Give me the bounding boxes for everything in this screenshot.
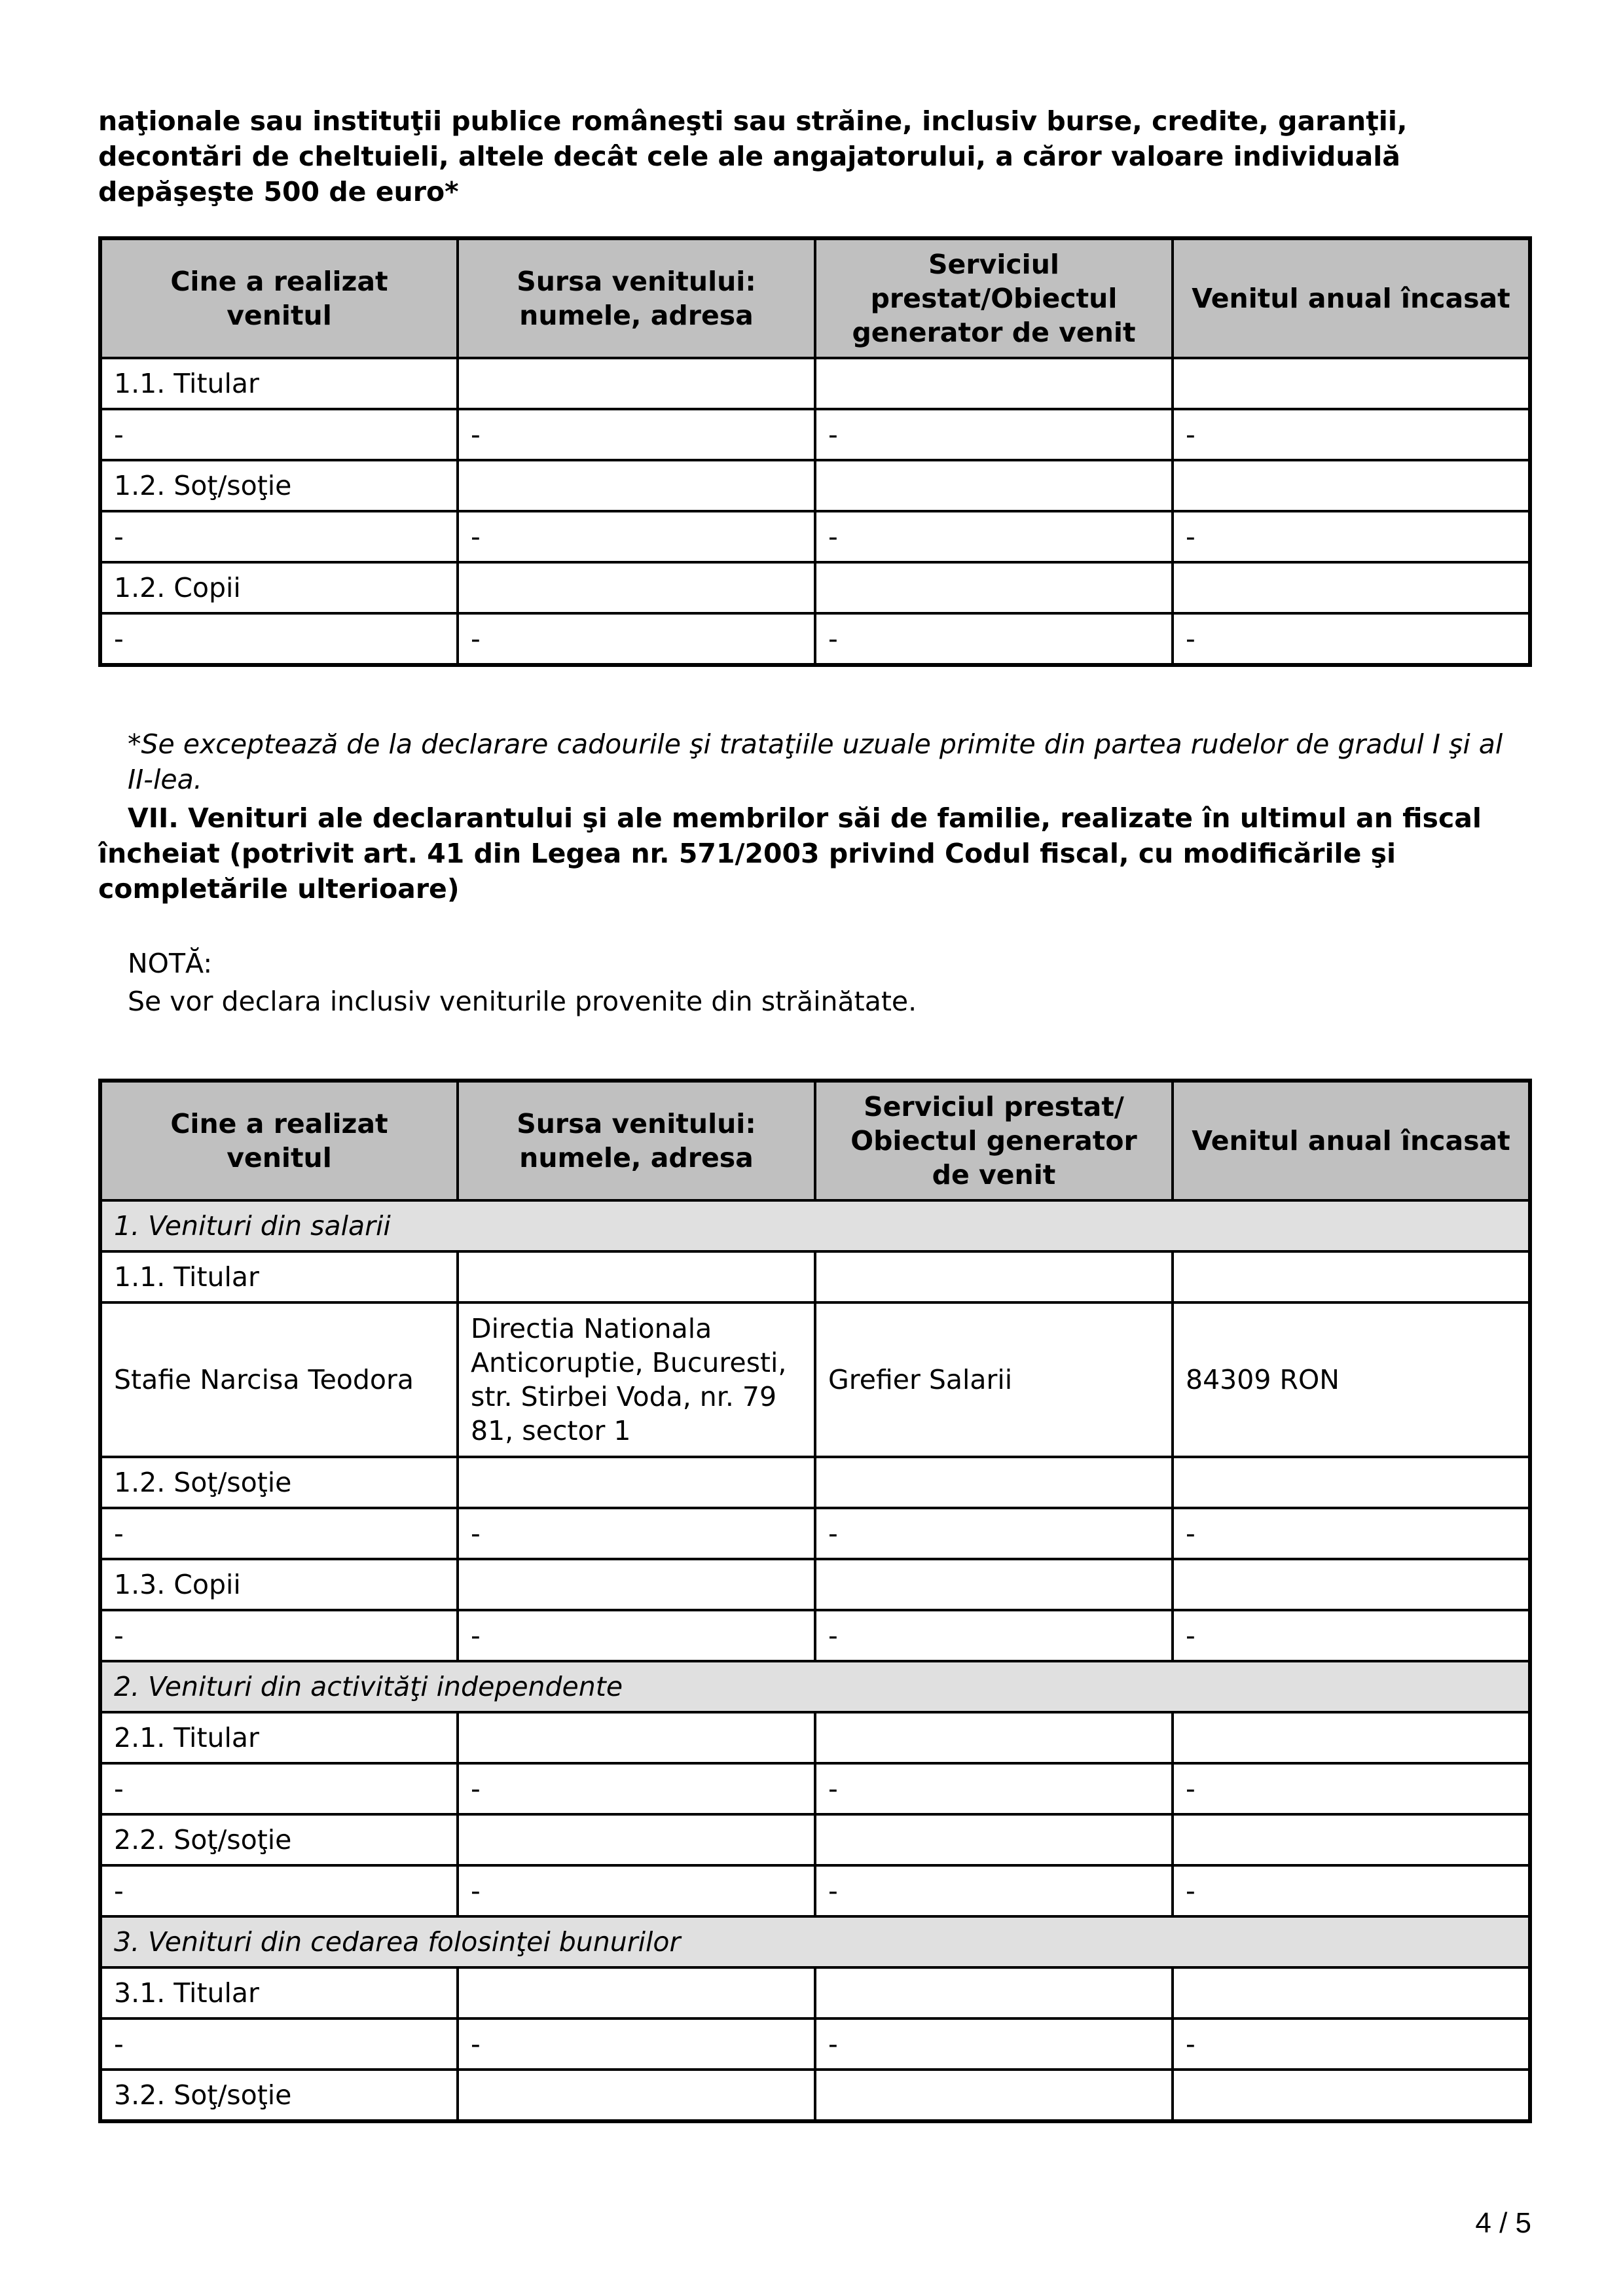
- table-cell: -: [815, 613, 1173, 665]
- table-cell: -: [458, 1865, 815, 1916]
- table-cell: -: [815, 1865, 1173, 1916]
- footnote: *Se exceptează de la declarare cadourile şi trataţiile uzuale primite din partea rudelor de gradul I şi al II-lea.: [128, 728, 1503, 795]
- section-title-text: VII. Venituri ale declarantului şi ale membrilor săi de familie, realizate în ultimul an fiscal încheiat (potrivit art. 41 din Legea nr. 571/2003 privind Codul fiscal, cu modificările şi completările ulterioare): [98, 802, 1482, 905]
- table-cell: -: [1173, 1865, 1530, 1916]
- table-cell: 84309 RON: [1173, 1302, 1530, 1457]
- table-cell: 1.3. Copii: [100, 1559, 458, 1610]
- table-cell: [1173, 1814, 1530, 1865]
- note-block: [128, 944, 1503, 1020]
- table-cell: [458, 2070, 815, 2121]
- table-cell: -: [1173, 1508, 1530, 1559]
- section-heading: 2. Venituri din activităţi independente: [100, 1661, 1530, 1712]
- table-row: [100, 1457, 1530, 1508]
- table-row: [100, 562, 1530, 613]
- note-label: NOTĂ:: [128, 948, 213, 979]
- table-row: [100, 1763, 1530, 1814]
- column-header: Sursa venitului: numele, adresa: [458, 1081, 815, 1200]
- table-cell: -: [458, 511, 815, 562]
- table-row: [100, 1712, 1530, 1763]
- table-cell: [1173, 1712, 1530, 1763]
- table-cell: Directia Nationala Anticoruptie, Bucuresti, str. Stirbei Voda, nr. 79 81, sector 1: [458, 1302, 815, 1457]
- table-cell: [458, 460, 815, 511]
- table-cell: 2.1. Titular: [100, 1712, 458, 1763]
- table-row: [100, 1814, 1530, 1865]
- table-cell: [1173, 1251, 1530, 1302]
- section-row: [100, 1200, 1530, 1251]
- table-cell: -: [100, 1865, 458, 1916]
- table-cell: [815, 460, 1173, 511]
- section-heading: 3. Venituri din cedarea folosinţei bunurilor: [100, 1916, 1530, 1967]
- intro-paragraph: naţionale sau instituţii publice româneşti sau străine, inclusiv burse, credite, garanţii, decontări de cheltuieli, altele decât cele ale angajatorului, a căror valoare individuală depăşeşte 500 de euro*: [98, 105, 1408, 207]
- table-cell: 1.2. Copii: [100, 562, 458, 613]
- table-row: [100, 460, 1530, 511]
- table-header-row: [100, 238, 1530, 358]
- table-cell: [815, 358, 1173, 409]
- table-cell: Grefier Salarii: [815, 1302, 1173, 1457]
- column-header: Venitul anual încasat: [1173, 1081, 1530, 1200]
- column-header: Cine a realizat venitul: [100, 238, 458, 358]
- table-cell: -: [100, 1763, 458, 1814]
- table-cell: -: [100, 409, 458, 460]
- table-cell: [1173, 1559, 1530, 1610]
- table-cell: -: [1173, 613, 1530, 665]
- table-cell: -: [100, 613, 458, 665]
- table-cell: -: [815, 1610, 1173, 1661]
- table-row: [100, 1302, 1530, 1457]
- section-row: [100, 1916, 1530, 1967]
- table-cell: -: [1173, 1763, 1530, 1814]
- table-row: [100, 1508, 1530, 1559]
- page-number: 4 / 5: [1475, 2207, 1531, 2239]
- note-text: Se vor declara inclusiv veniturile provenite din străinătate.: [128, 986, 917, 1017]
- table-cell: [815, 1712, 1173, 1763]
- table-cell: [458, 1712, 815, 1763]
- column-header: Serviciul prestat/Obiectul generator de venit: [815, 238, 1173, 358]
- table-cell: -: [458, 1610, 815, 1661]
- table-cell: [458, 1814, 815, 1865]
- table-cell: [1173, 460, 1530, 511]
- table-cell: [458, 1967, 815, 2018]
- income-table-fiscal-year: [98, 1079, 1532, 2123]
- table-cell: -: [458, 1763, 815, 1814]
- table-cell: [1173, 1967, 1530, 2018]
- table-cell: [815, 1457, 1173, 1508]
- table-row: [100, 358, 1530, 409]
- table-cell: -: [1173, 409, 1530, 460]
- table-row: [100, 1967, 1530, 2018]
- table-row: [100, 1865, 1530, 1916]
- table-cell: 1.2. Soţ/soţie: [100, 1457, 458, 1508]
- table-row: [100, 409, 1530, 460]
- table-cell: -: [815, 2018, 1173, 2070]
- table-cell: -: [100, 1610, 458, 1661]
- table-cell: 1.2. Soţ/soţie: [100, 460, 458, 511]
- table-cell: -: [1173, 2018, 1530, 2070]
- column-header: Sursa venitului: numele, adresa: [458, 238, 815, 358]
- table-cell: [815, 1814, 1173, 1865]
- table-cell: -: [100, 1508, 458, 1559]
- table-row: [100, 1559, 1530, 1610]
- table-cell: [815, 562, 1173, 613]
- table-cell: -: [100, 2018, 458, 2070]
- table-cell: 3.2. Soţ/soţie: [100, 2070, 458, 2121]
- table-cell: [815, 1967, 1173, 2018]
- table-header-row: [100, 1081, 1530, 1200]
- table-cell: [458, 1457, 815, 1508]
- table-cell: -: [458, 1508, 815, 1559]
- table-row: [100, 1610, 1530, 1661]
- table-cell: -: [815, 511, 1173, 562]
- column-header: Cine a realizat venitul: [100, 1081, 458, 1200]
- column-header: Serviciul prestat/ Obiectul generator de venit: [815, 1081, 1173, 1200]
- section-title: [98, 800, 1532, 906]
- table-row: [100, 511, 1530, 562]
- table-cell: -: [815, 1508, 1173, 1559]
- table-cell: [815, 1559, 1173, 1610]
- table-cell: [458, 1559, 815, 1610]
- table-cell: 1.1. Titular: [100, 358, 458, 409]
- income-table-gifts: [98, 236, 1532, 667]
- table-cell: [815, 1251, 1173, 1302]
- table-row: [100, 2018, 1530, 2070]
- table-row: [100, 2070, 1530, 2121]
- table-cell: [1173, 2070, 1530, 2121]
- table-cell: 2.2. Soţ/soţie: [100, 1814, 458, 1865]
- table-cell: [458, 562, 815, 613]
- column-header: Venitul anual încasat: [1173, 238, 1530, 358]
- table-cell: [458, 358, 815, 409]
- table-cell: [1173, 1457, 1530, 1508]
- table-cell: [1173, 358, 1530, 409]
- table-cell: Stafie Narcisa Teodora: [100, 1302, 458, 1457]
- table-row: [100, 613, 1530, 665]
- table-cell: -: [1173, 511, 1530, 562]
- table-cell: 3.1. Titular: [100, 1967, 458, 2018]
- table-cell: 1.1. Titular: [100, 1251, 458, 1302]
- table-cell: -: [815, 409, 1173, 460]
- table-cell: [1173, 562, 1530, 613]
- table-cell: -: [815, 1763, 1173, 1814]
- table-cell: -: [458, 409, 815, 460]
- table-cell: [815, 2070, 1173, 2121]
- table-cell: [458, 1251, 815, 1302]
- table-cell: -: [458, 613, 815, 665]
- table-cell: -: [458, 2018, 815, 2070]
- table-cell: -: [1173, 1610, 1530, 1661]
- table-cell: -: [100, 511, 458, 562]
- table-row: [100, 1251, 1530, 1302]
- section-heading: 1. Venituri din salarii: [100, 1200, 1530, 1251]
- section-row: [100, 1661, 1530, 1712]
